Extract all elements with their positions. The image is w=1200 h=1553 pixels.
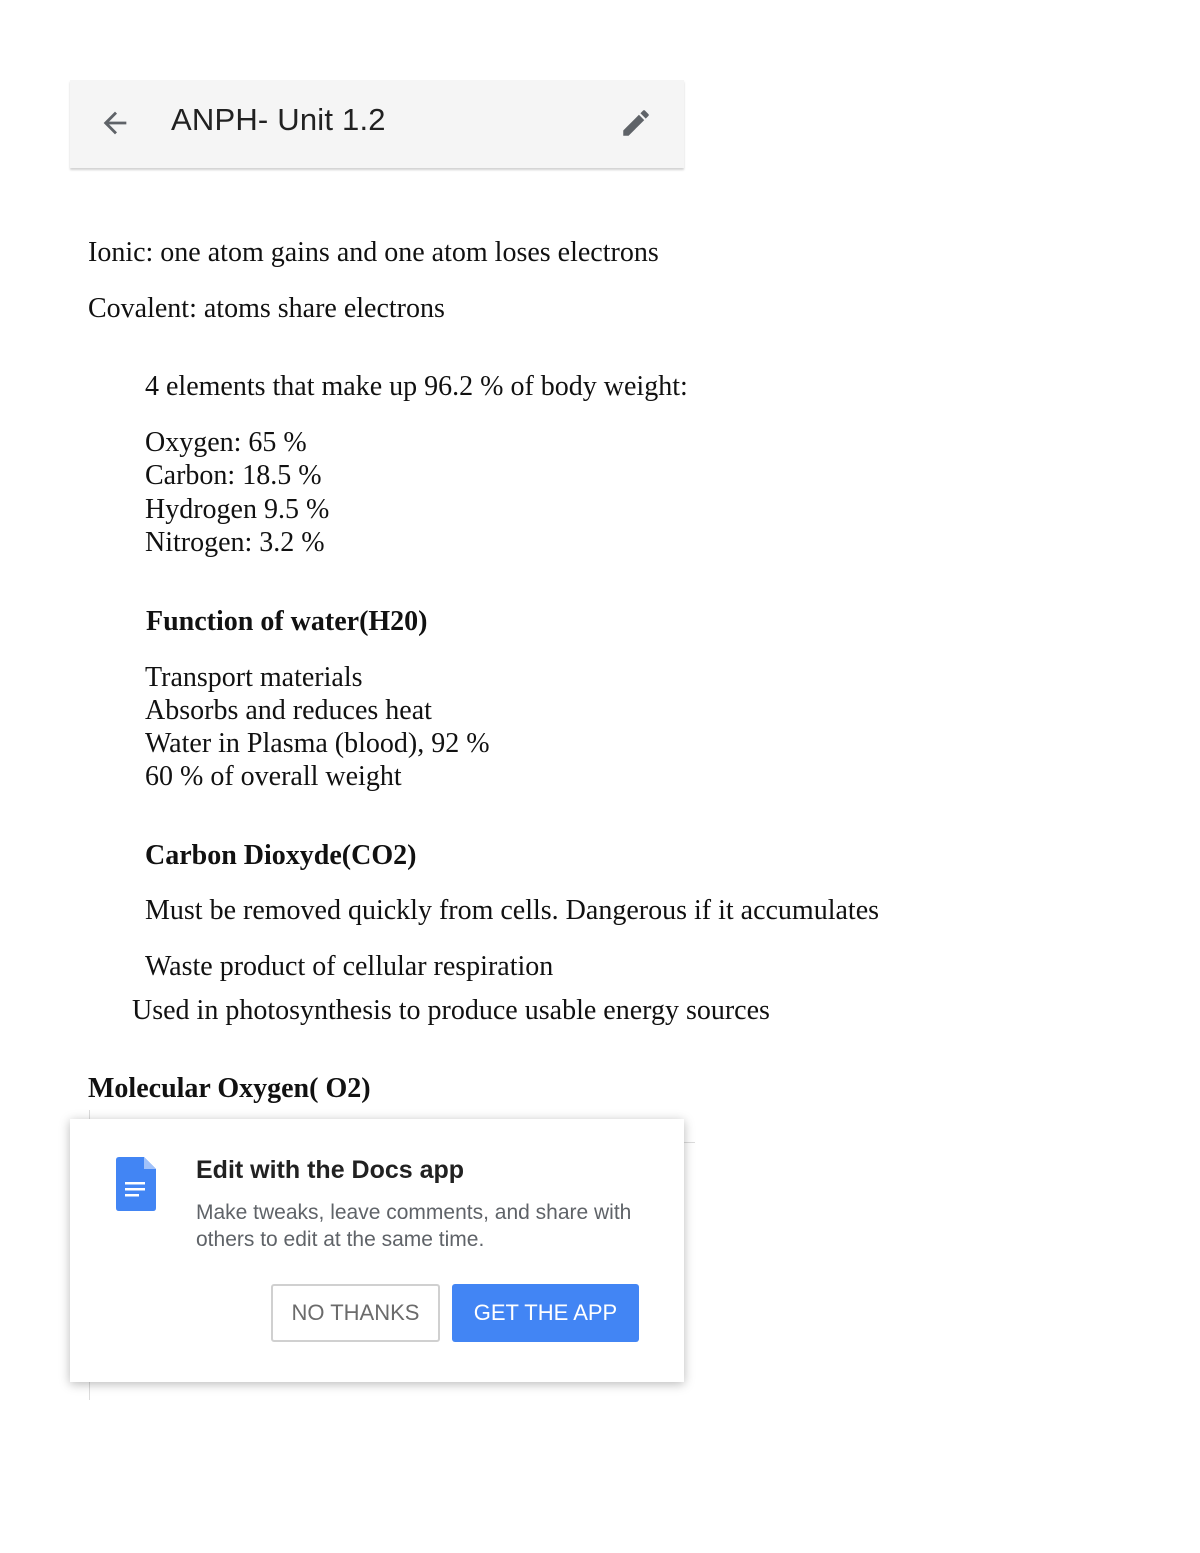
- google-docs-icon: [116, 1157, 156, 1211]
- docs-app-prompt: [70, 1119, 684, 1382]
- get-the-app-button[interactable]: GET THE APP: [452, 1284, 639, 1342]
- arrow-back-icon[interactable]: [98, 106, 132, 140]
- no-thanks-button[interactable]: NO THANKS: [271, 1284, 440, 1342]
- element-line: Carbon: 18.5 %: [145, 460, 322, 491]
- water-item: Water in Plasma (blood), 92 %: [145, 728, 490, 759]
- water-item: 60 % of overall weight: [145, 761, 402, 792]
- element-line: Hydrogen 9.5 %: [145, 494, 330, 525]
- prompt-body: Make tweaks, leave comments, and share with others to edit at the same time.: [196, 1201, 632, 1251]
- element-line: Oxygen: 65 %: [145, 427, 307, 458]
- pencil-icon[interactable]: [619, 106, 653, 140]
- co2-heading: Carbon Dioxyde(CO2): [145, 840, 417, 871]
- covalent-line: Covalent: atoms share electrons: [88, 293, 445, 324]
- co2-line: Used in photosynthesis to produce usable energy sources: [132, 995, 770, 1026]
- water-item: Transport materials: [145, 662, 363, 693]
- water-heading: Function of water(H20): [146, 606, 428, 637]
- co2-line: Waste product of cellular respiration: [145, 951, 554, 982]
- element-line: Nitrogen: 3.2 %: [145, 527, 325, 558]
- ionic-line: Ionic: one atom gains and one atom loses electrons: [88, 237, 659, 268]
- document-title: ANPH- Unit 1.2: [171, 102, 386, 137]
- o2-heading: Molecular Oxygen( O2): [88, 1073, 371, 1104]
- co2-line: Must be removed quickly from cells. Dangerous if it accumulates: [145, 895, 880, 926]
- app-bar: [70, 80, 684, 168]
- elements-heading: 4 elements that make up 96.2 % of body weight:: [145, 371, 688, 402]
- prompt-title: Edit with the Docs app: [196, 1156, 465, 1184]
- water-item: Absorbs and reduces heat: [145, 695, 432, 726]
